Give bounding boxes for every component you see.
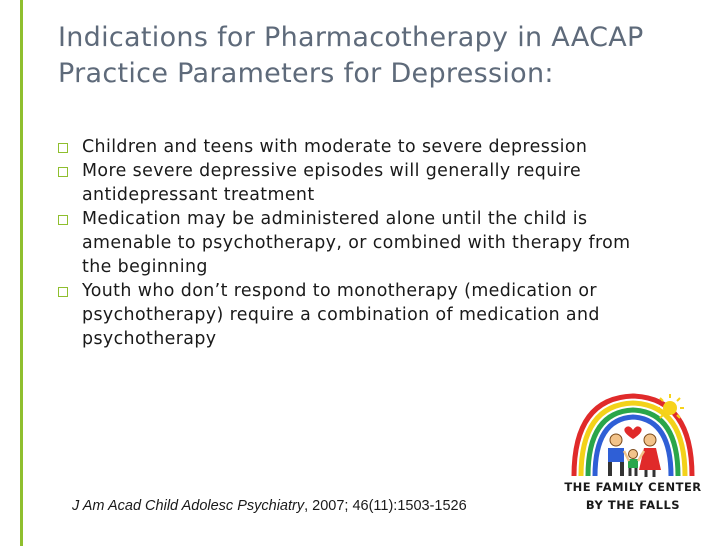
bullet-text-line: More severe depressive episodes will generally require xyxy=(82,161,582,181)
bullet-list xyxy=(58,135,698,351)
bullet-text-line: psychotherapy xyxy=(82,329,217,349)
citation-journal: J Am Acad Child Adolesc Psychiatry xyxy=(72,498,305,514)
square-bullet-icon xyxy=(58,167,68,177)
logo-caption-line1: THE FAMILY CENTER xyxy=(564,480,702,494)
square-bullet-icon xyxy=(58,287,68,297)
citation xyxy=(72,498,467,514)
bullet-text-line: the beginning xyxy=(82,257,208,277)
slide-title xyxy=(58,20,708,92)
square-bullet-icon xyxy=(58,143,68,153)
bullet-text-line: Children and teens with moderate to severe depression xyxy=(82,137,588,157)
citation-details: , 2007; 46(11):1503-1526 xyxy=(304,498,467,514)
slide-left-accent-rule xyxy=(20,0,23,546)
bullet-item xyxy=(58,279,698,351)
logo-caption-line2: BY THE FALLS xyxy=(585,498,681,512)
square-bullet-icon xyxy=(58,215,68,225)
slide-title-line: Indications for Pharmacotherapy in AACAP xyxy=(58,22,644,53)
bullet-text-line: psychotherapy) require a combination of medication and xyxy=(82,305,600,325)
bullet-item xyxy=(58,135,698,159)
bullet-item xyxy=(58,159,698,207)
bullet-text-line: antidepressant treatment xyxy=(82,185,315,205)
bullet-text-line: Youth who don’t respond to monotherapy (medication or xyxy=(82,281,597,301)
bullet-text-line: amenable to psychotherapy, or combined with therapy from xyxy=(82,233,631,253)
bullet-text-line: Medication may be administered alone until the child is xyxy=(82,209,588,229)
bullet-item xyxy=(58,207,698,279)
rainbow-family-icon xyxy=(560,388,706,480)
slide-title-line: Practice Parameters for Depression: xyxy=(58,58,554,89)
family-center-logo xyxy=(560,388,706,524)
